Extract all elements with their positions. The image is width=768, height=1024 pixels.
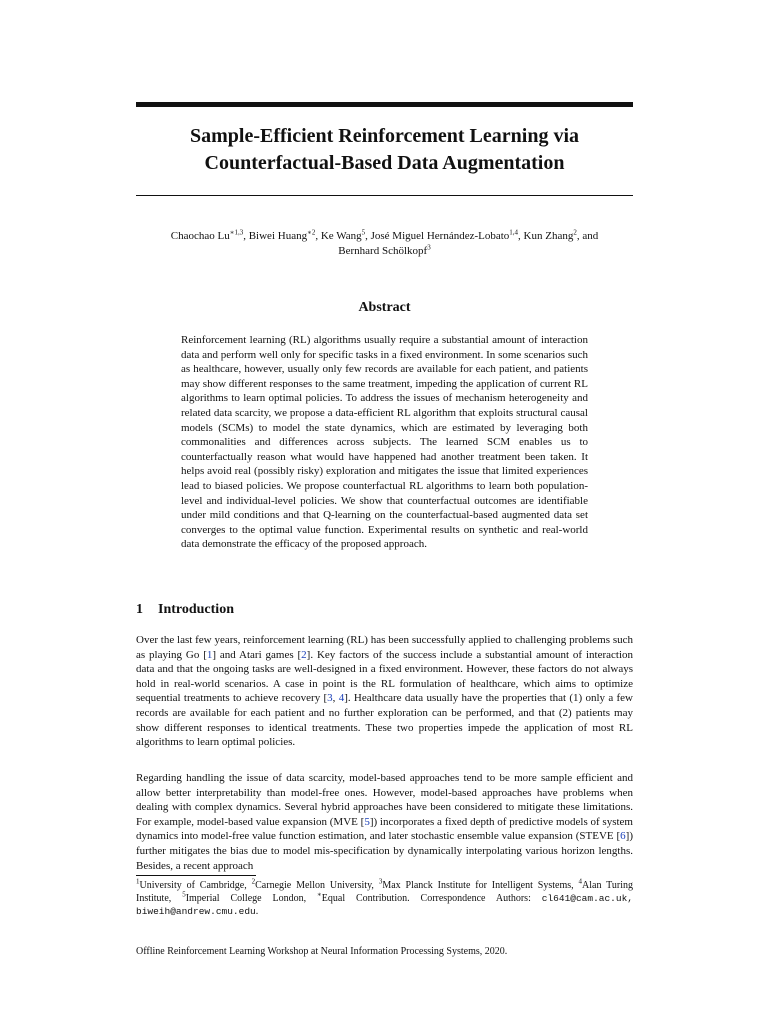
title-line-2: Counterfactual-Based Data Augmentation: [204, 152, 565, 174]
title-line-1: Sample-Efficient Reinforcement Learning via: [189, 125, 579, 147]
text-run: ]. Healthcare data usually have the properties that (1) only a few records are available for each patient and no further exploration can be performed, and that (2) patients may show different responses to identical treatments. These two properties impede the application of most RL algorithms to learn optimal policies.: [136, 692, 633, 749]
paper-title: [136, 123, 633, 177]
footnote-marker: 2: [251, 877, 256, 886]
author-affiliation: 2: [573, 228, 577, 237]
author-affiliation: ∗1,3: [229, 228, 244, 237]
citation-link[interactable]: 1: [206, 648, 213, 661]
author-affiliation: ∗2: [307, 228, 316, 237]
text-run: .: [255, 906, 259, 917]
footnote-marker: ∗: [317, 890, 322, 899]
affiliation-footnote: [136, 879, 633, 918]
correspondence-label: Equal Contribution. Correspondence Authors:: [321, 893, 542, 904]
section-number: 1: [136, 602, 143, 617]
author-affiliation: 5: [361, 228, 366, 237]
footnote-rule: [136, 875, 256, 876]
text-run: ]. Key factors of the success include a substantial amount of interaction data and that the ongoing tasks are well-designed in a fixed environment. However, these factors do not always hold in real-world scenarios. A case in point is the RL formulation of healthcare, which aims to optimize sequential treatments to achieve recovery [: [136, 648, 633, 705]
text-run: ]) further mitigates the bias due to model mis-specification by dynamically interpolating various horizon lengths. Besides, a recent approach: [136, 830, 633, 872]
author-affiliation: 1,4: [509, 228, 519, 237]
footnote-marker: 5: [182, 890, 186, 899]
citation-link[interactable]: 3: [327, 692, 333, 705]
section-title: Introduction: [158, 602, 234, 617]
text-run: ,: [332, 692, 339, 705]
footnote-marker: 1: [136, 877, 140, 886]
intro-paragraph-1: [136, 633, 633, 750]
abstract-text: Reinforcement learning (RL) algorithms usually require a substantial amount of interaction data and perform well only for specific tasks in a fixed environment. In some scenarios such as healthcare, however, usually only few records are available for each patient, and patients may show different responses to the same treatment, impeding the application of current RL algorithms to learn optimal policies. To address the issues of mechanism heterogeneity and related data scarcity, we propose a data-efficient RL algorithm that exploits structural causal models (SCMs) to model the state dynamics, which are estimated by leveraging both commonalities and differences across subjects. The learned SCM enables us to counterfactually reason what would have happened had another treatment been taken. It helps avoid real (possibly risky) exploration and mitigates the issue that limited experiences lead to biased policies. We propose counterfactual RL algorithms to learn both population-level and individual-level policies. We show that counterfactual outcomes are identifiable under mild conditions and that Q-learning on the counterfactual-based augmented data set converges to the optimal value function. Experimental results on synthetic and real-world data demonstrate the efficacy of the proposed approach.: [181, 334, 588, 551]
affiliation: Alan Turing Institute,: [136, 880, 634, 904]
affiliation: Carnegie Mellon University,: [255, 880, 379, 891]
section-heading: [136, 602, 234, 618]
affiliation: Imperial College London,: [185, 893, 317, 904]
text-run: Regarding handling the issue of data scarcity, model-based approaches tend to be more sample efficient and allow better interpretability than model-free ones. However, model-based approaches have problems when dealing with complex dynamics. Several hybrid approaches have been considered to mitigate these limitations. For example, model-based value expansion (MVE [: [136, 772, 633, 828]
author-list: Chaochao $Lu^{∗1,3}$, Biwei Huang$^{∗2}$, Ke Wang$^5$, José Miguel Hernández-Lobato$^{1,4}$, Kun Zhang$^2$, and Bernhard Schölkopf$^3$: [170, 228, 599, 257]
author-affiliation: 3: [427, 243, 431, 252]
text-run: ]) incorporates a fixed depth of predictive models of system dynamics into model-free value function estimation, and later stochastic ensemble value expansion (STEVE [: [136, 815, 633, 843]
intro-paragraph-2: [136, 771, 633, 873]
footnote-marker: 3: [378, 877, 383, 886]
footnote-marker: 4: [578, 877, 582, 886]
citation-link[interactable]: 6: [620, 830, 626, 843]
affiliation: Max Planck Institute for Intelligent Systems,: [382, 880, 579, 891]
citation-link[interactable]: 2: [301, 648, 307, 661]
author-name: Kun Zhang: [523, 230, 574, 242]
author-name: Ke Wang: [320, 230, 362, 242]
text-run: ] and Atari games [: [212, 648, 302, 661]
title-bottom-rule: [136, 195, 633, 196]
author-name: Chaochao Lu: [170, 230, 230, 242]
venue-footer: Offline Reinforcement Learning Workshop at Neural Information Processing Systems, 2020.: [136, 946, 508, 957]
affiliation: University of Cambridge,: [139, 880, 252, 891]
citation-link[interactable]: 4: [338, 692, 345, 705]
correspondence-emails[interactable]: cl641@cam.ac.uk, biweih@andrew.cmu.edu: [136, 893, 633, 917]
author-conjunction: and: [582, 230, 599, 242]
title-top-rule: [136, 102, 633, 107]
text-run: Over the last few years, reinforcement learning (RL) has been successfully applied to challenging problems such as playing Go [: [136, 634, 633, 661]
citation-link[interactable]: 5: [364, 815, 370, 828]
author-name: Bernhard Schölkopf: [338, 245, 428, 257]
author-name: Biwei Huang: [248, 230, 308, 242]
author-name: José Miguel Hernández-Lobato: [370, 230, 510, 242]
abstract-heading: Abstract: [358, 300, 411, 315]
